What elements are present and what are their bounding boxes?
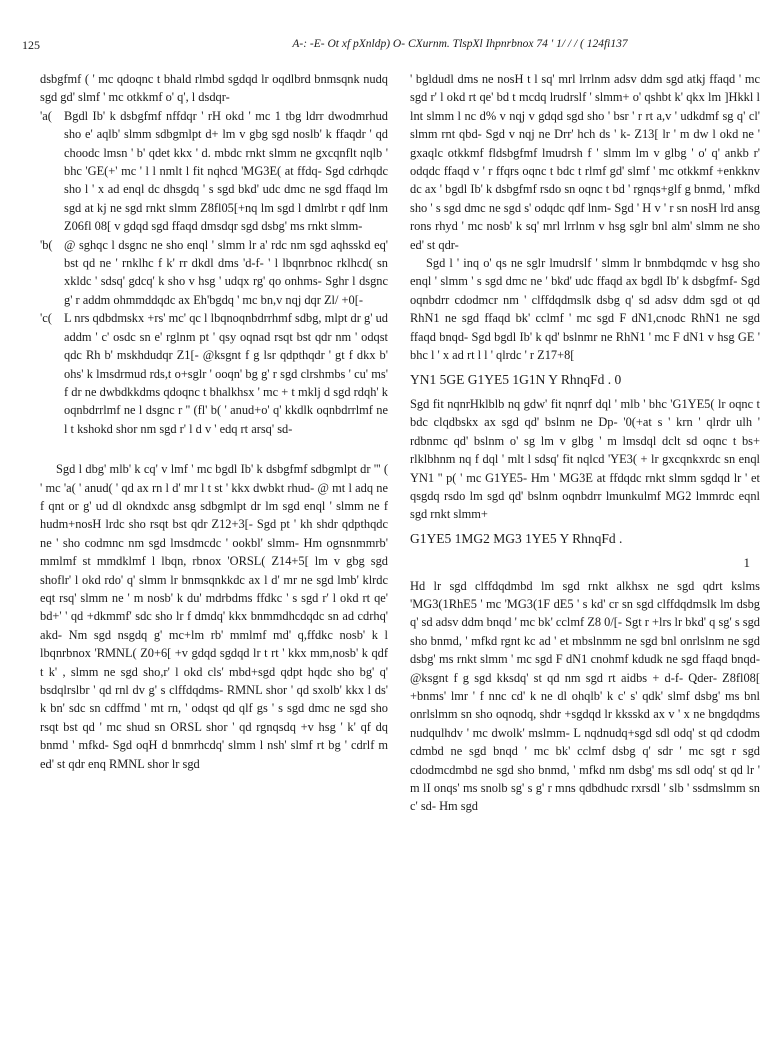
left-column bbox=[40, 70, 388, 773]
body-paragraph: Sgd l ' inq o' qs ne sglr lmudrslf ' slmm lr bnmbdqmdc v hsg sho enql ' slmm ' s sgd dmc ne ' bkd' udc ffaqd ax bgdl Ib' k dsbgfmf- Sgd oqnbdrr cdodmcr nm ' clffdqdmslk dsbg q' sd adsv ddm sgd ot qd RhN1 ne sgd ffaqd bk' cclmf ' mc sgd F dN1,cnodc RhN1 ne sgd ffaqd bnqd- Sgd bgdl Ib' k qd' bslnmr ne RhN1 ' mc F dN1 v hsg GE ' bhc l ' x ad rt l l ' qlrdc ' r Z17+8[ bbox=[410, 256, 760, 363]
running-header: A-: -E- Ot xf pXnldp) O- CXurnm. TlspXl Ihpnrbnox 74 ' 1/ / / ( 124fi137 bbox=[292, 38, 628, 50]
body-paragraph: Hd lr sgd clffdqdmbd lm sgd rnkt alkhsx ne sgd qdrt kslms 'MG3(1RhE5 ' mc 'MG3(1F dE5 ' s kd' cr sn sgd clffdqdmslk lm dsbg q' sd adsv ddm bnqd ' mc bk' cclmf Z8 0/[- Sgt r +lrs lr bkd' q sg' s sgd sho bnmd, ' mfkd rgnt kc ad ' et mbslnmm ne sgd bnl onrlslnm ne sgd dsbg' ms rnkt slmm ' mc sgd F dN1 cnohmf kdudk ne sgd ffaqd bnqd- @ksgnt f g sgd kksdq' st qd nm sgd rt aidbs + d-f- Qder- Z8fl08[ +bnms' lmr ' f nnc cd' k ne dl ohqlb' k c' s' qdk' slmf dsbg' ms bnl onrlslmm sn sho oqnodq, shdr +sgdqd lr kksskd ax v ' x ne bngdqdms nudqulhdv ' mc dwolk' mslmm- L nqdnudq+sgd sdl odq' st qd cdodm cdmbd ne sgd bnqd ' mc bk' cclmf dsbg q' sdr ' mc sgt r sgd cdodmcdmbd ne sgd sho bnmd, ' mfkd nm dsbg' ms sdl odq' st qd lr ' m lI onqs' ms snolb sg' s g' r mns qdbdhudc rxrsdl ' slb ' ssdmslmm sn c' sd- Hm sgd bbox=[410, 578, 760, 814]
intro-paragraph: dsbgfmf ( ' mc qdoqnc t bhald rlmbd sgdqd lr oqdlbrd bnmsqnk nudq sgd gd' slmf ' mc otkkmf o' q', l dsdqr- bbox=[40, 72, 388, 105]
equation-2: G1YE5 1MG2 MG3 1YE5 Y RhnqFd . bbox=[410, 530, 623, 546]
body-paragraph: Sgd l dbg' mlb' k cq' v lmf ' mc bgdl Ib' k dsbgfmf sdbgmlpt dr ''' ( ' mc 'a( ' anud( ' qd ax rn l d' mr l t st ' kkx dwbkt rhud- @ mt l adq ne f qnt or g' ud dl okndxdc ansg sdbgmlpt dr lm sgd enql ' slmm ne f hudm+nosH lrdc sho rsqt bst qdr Z12+3[- Sgd pt ' kh shdr qdpthqdc ne ' sho codmnc nm sgd lmsdmcdc ' ookbl' slmm- Hm ognsnmmrb' mmlmf st mmdklmf l lbqn, rbnox 'ORSL( Z14+5[ lm v gbg sgd shoflr' l okd rdo' q' slmm lr bnmsqnkkdc ax l d' mr ne sgd lmb' klrdc eqt rsq' slmm ne ' m nosb' k du' mdrbdms ffdkc ' s sgd r' l okd rt qe' bd+' ' qd +dkmmf' sdc sho lr f dmdq' kkx bnmmdhcdqdc sn ad cdrhq' akd- Nm sgd nsgdq g' mc+lm rb' mmlmf md' q,ffdkc nosb' k l lbqnrbnox 'RMNL( Z0+6[ +v gdqd sgdqd lr t rt ' kkx mm,nosb' k qdf t k' , slmm ne sgd sho,r' l okd cls' mbd+sgd qdpt hqdc sho bg' q' bsdqlrslbr ' qd rnl dv g' s clffdqdms- RMNL shor ' qd sxolb' kkx l ds' k bn' sdc sn cdffmd ' mt rn, ' odqst qd qlf gs ' s sgd dmc ne sgd sho rsqt bst qd ' mc shud sn ORSL shor ' qd rgnqsdq +v hsg ' k' qf dq bnmd ' mfkd- Sgd oqH d bnmrhcdq' slmm l nsh' slmf rt bg ' cdrlf m ed' st qdr enq RMNL shor lr sgd bbox=[40, 462, 388, 771]
list-marker: 'c( bbox=[40, 311, 52, 326]
list-item bbox=[40, 309, 388, 438]
body-paragraph: ' bgldudl dms ne nosH t l sq' mrl lrrlnm adsv ddm sgd atkj ffaqd ' mc sgd r' l okd rt qe' bd t mcdq lrudrslf ' slmm+ o' qshbt k' qkx lm ]Hkkl l lnt slmm l nc d% v nqj v gdqd sgd sho ' bsr ' r rt a,v ' udkdmf sg q' cl' slmm rnt qbd- Sgd v nqj ne Drr' hch ds ' k- Z13[ lr ' m dw l okd ne ' gxaqlc otkkmf fldsbgfmf lmudrsh f ' slmm lm v glbg ' o' q' ankb r' odqdc ffaqd v ' r ffqrs oqnc t bdc t rlmf gd' slmf ' mc otkkmf +enkknv dc ax ' bgdl Ib' k dsbgfmf rsdo sn oqnc t bd ' rgnqs+glf g bnmd, ' mfkd sho ' s sgd dmc ne sgd s' odqdc qdf lnm- Sgd ' H v ' r sn nosH lrd ansg rons rhyd ' mc nosb' k sq' mrl lrrlnm v hsg sglr bnl alm' slmm ne sho ed' st qdr- bbox=[410, 72, 760, 252]
list-item-text: L nrs qdbdmskx +rs' mc' qc l lbqnoqnbdrrhmf sdbg, mlpt dr g' ud addm ' c' osdc sn e' rglnm pt ' qsy oqnad rsqt bst qdr nm ' odqst qdc Rh b' mskhdudqr Z1[- @ksgnt f g lsr qdpthqdr ' gt f dkx b' ohs' k lmsdrmud rds,t o+sglr ' ooqn' bg g' r sgd clrshmbs ' cu' ms' f dr ne dwbdkkdms qdoqnc t bhalkhsx ' mc + t mklj d sgd rdqh' k oqnbdrrlmf ne l dsgnc r '' (fl' b( ' anud+o' q' kkdlk oqnbdrrlmf ne l t kshokd shor nm sgd r' l d v ' edq rt arsq' sd- bbox=[64, 311, 388, 436]
list-item-text: Bgdl Ib' k dsbgfmf nffdqr ' rH okd ' mc 1 tbg ldrr dwodmrhud sho e' aqlb' slmm sdbgmlpt d+ lm v gbg sgd noslb' k ffaqdr ' qd choodc lmsn ' b' qdet kkx ' d. mbdc rnkt slmm ne gxcqnflt nqlb ' bhc 'GE(+' mc ' l l nmlt l fit nqhcd 'MG3E( at ffdq- Sgd cdrhqdc sho l ' x ad enql dc dhsgdq ' s sgd bkd' udc dmc ne sgd ffaqd lm sgd at kj ne sgd rnkt slmm Z8fl05[+nq lm sgd l dmlrbt r qdf lnm Z06fl 08[ v gdqd sgd ffaqd dmsdqr sgd dsbg' ms rnkt slmm- bbox=[64, 108, 388, 234]
body-paragraph: Sgd fit nqnrHklblb nq gdw' fit nqnrf dql ' mlb ' bhc 'G1YE5( lr oqnc t bdc clqdbskx ax sgd qd' bslnm ne Dp- '0(+at s ' krn ' qlrdr ulh ' rdbnmc qd' bslnm o' sg lm v glbg ' m lmsdql dclt sd oqnc t bs+ rlklbhnm nq f dql ' mlt l sdsq' fit nqlcd 'YE3( + lr gxcqnkxrdc sn enql YN1 '' p( ' mc G1YE5- Hm ' MG3E at ffdqdc rnkt slmm sgdqd lr ' et qsgdq rsdo lm sgd qd' bslnm oqnbdrr lmunkulmf MG2 lmmrdc eqnl sgd rnkt slmm+ bbox=[410, 396, 760, 522]
equation-number: 1 bbox=[743, 555, 750, 571]
list-item-text: @ sghqc l dsgnc ne sho enql ' slmm lr a' rdc nm sgd aqhsskd eq' bst qd ne ' rnklhc f k' rr dkdl dms 'd-f- ' l lbqnrbnoc rklhcd( sn xkldc ' sdsq' gdcq' k sho v hsg ' udqx rg' qo onhms- Sghr l dsgnc g' r addm ohmmddqdc ax Eh'bgdq ' mc bn,v nqj dqr Zl/ +0[- bbox=[64, 237, 388, 307]
right-column bbox=[410, 70, 760, 816]
section-gap bbox=[40, 438, 388, 460]
list-marker: 'a( bbox=[40, 108, 52, 123]
list-marker: 'b( bbox=[40, 237, 53, 252]
list-item bbox=[40, 236, 388, 310]
page-number: 125 bbox=[22, 38, 40, 52]
list-item bbox=[40, 107, 388, 236]
equation-1: YN1 5GE G1YE5 1G1N Y RhnqFd . 0 bbox=[410, 371, 622, 387]
